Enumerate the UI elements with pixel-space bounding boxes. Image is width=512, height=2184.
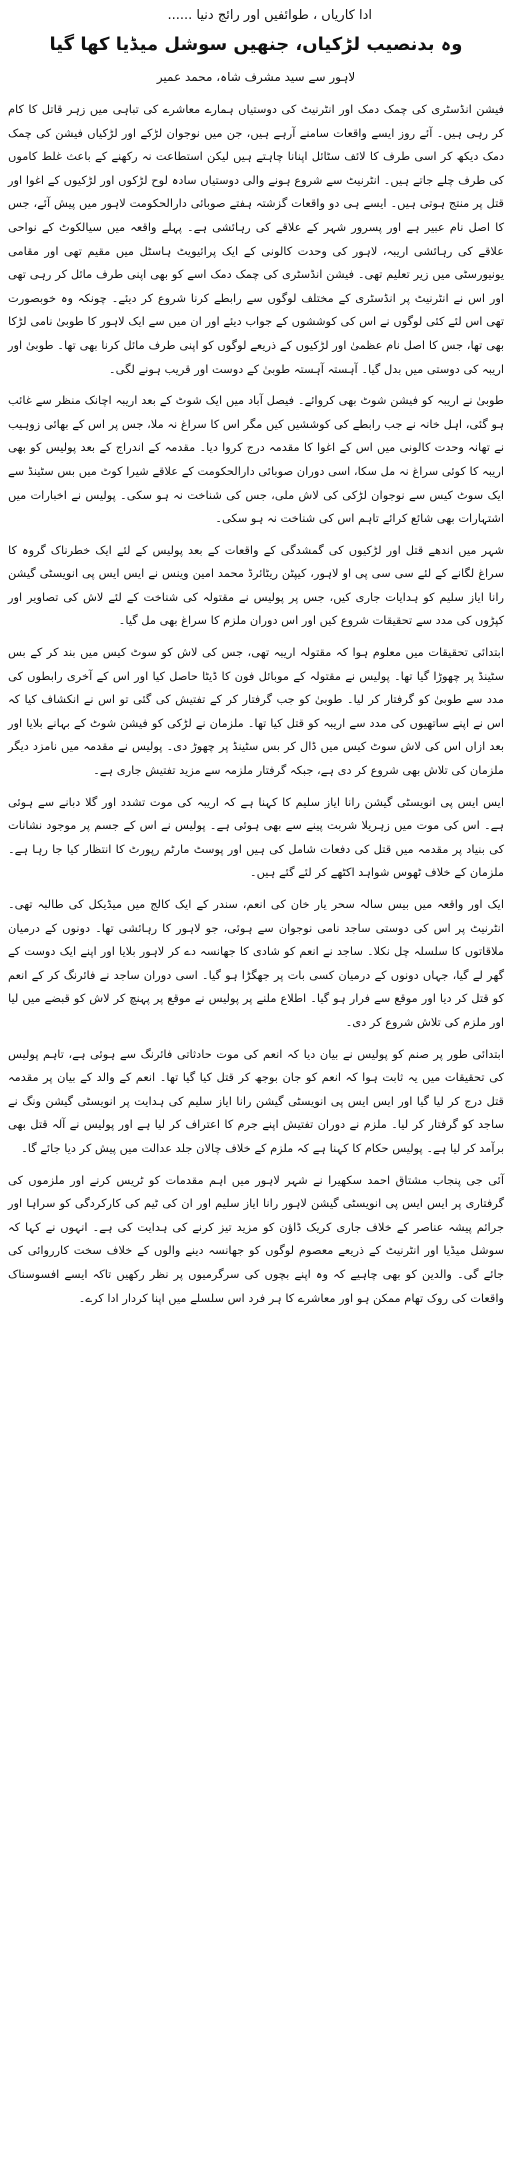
article-body <box>8 98 504 1310</box>
byline: لاہور سے سید مشرف شاہ، محمد عمیر <box>156 70 356 84</box>
article-paragraph: ایس ایس پی انویسٹی گیشن رانا ایاز سلیم کا کہنا ہے کہ اریبہ کی موت تشدد اور گلا دبانے سے ہوئی ہے۔ اس کی موت میں زہریلا شربت پینے سے بھی ہوئی ہے۔ پولیس نے اس کے جسم پر موجود نشانات کی بنیاد پر مقدمہ میں قتل کی دفعات شامل کی ہیں اور پوسٹ مارٹم رپورٹ کا انتظار کیا جا رہا ہے۔ ملزمان کے خلاف ٹھوس شواہد اکٹھے کر لئے گئے ہیں۔ <box>8 794 504 880</box>
article-paragraph: طوبیٰ نے اریبہ کو فیشن شوٹ بھی کروائے۔ فیصل آباد میں ایک شوٹ کے بعد اریبہ اچانک منظر سے غائب ہو گئی، اہل خانہ نے جب رابطے کی کوششیں کیں مگر اس کا سراغ نہ ملا، جس پر اس کے بھائی زوہیب نے تھانہ وحدت کالونی میں اس کے اغوا کا مقدمہ درج کروا دیا۔ مقدمہ کے اندراج کے بعد پولیس کو بھی اریبہ کا کوئی سراغ نہ مل سکا، اسی دوران صوبائی دارالحکومت کے علاقے شیرا کوٹ میں بس سٹینڈ سے ایک سوٹ کیس سے نوجوان لڑکی کی لاش ملی، جس کی شناخت نہ ہو سکی۔ پولیس نے اخبارات میں اشتہارات بھی شائع کرائے تاہم اس کی شناخت نہ ہو سکی۔ <box>8 393 504 526</box>
kicker-line: ادا کاریاں ، طوائفیں اور رائج دنیا ...... <box>167 8 372 23</box>
article-paragraph: شہر میں اندھے قتل اور لڑکیوں کی گمشدگی کے واقعات کے بعد پولیس کے لئے ایک خطرناک گروہ کا سراغ لگانے کے لئے سی سی پی او لاہور، کیپٹن ریٹائرڈ محمد امین وینس نے ایس ایس پی انویسٹی گیشن رانا ایاز سلیم کو ہدایات جاری کیں، جس پر پولیس نے مقتولہ کی شناخت کے لئے لاش کی تصاویر اور کپڑوں کی مدد سے تحقیقات شروع کیں اور اس دوران ملزم کا سراغ بھی مل گیا۔ <box>8 542 504 628</box>
article-paragraph: ابتدائی طور پر صنم کو پولیس نے بیان دیا کہ انعم کی موت حادثاتی فائرنگ سے ہوئی ہے، تاہم پولیس کی تحقیقات میں یہ ثابت ہوا کہ انعم کو جان بوجھ کر قتل کیا گیا تھا۔ انعم کے والد کے بیان پر مقدمہ قتل درج کر لیا گیا اور ایس ایس پی انویسٹی گیشن رانا ایاز سلیم کی ہدایت پر انویسٹی گیشن ونگ نے ساجد کو گرفتار کر لیا۔ ملزم نے دوران تفتیش اپنے جرم کا اعتراف کر لیا ہے اور پولیس نے آلہ قتل بھی برآمد کر لیا ہے۔ پولیس حکام کا کہنا ہے کہ ملزم کے خلاف چالان جلد عدالت میں پیش کر دیا جائے گا۔ <box>8 1046 504 1155</box>
article-paragraph: ابتدائی تحقیقات میں معلوم ہوا کہ مقتولہ اریبہ تھی، جس کی لاش کو سوٹ کیس میں بند کر کے بس سٹینڈ پر چھوڑا گیا تھا۔ پولیس نے مقتولہ کے موبائل فون کا ڈیٹا حاصل کیا اور اس کے آخری رابطوں کی مدد سے طوبیٰ کو گرفتار کر لیا۔ طوبیٰ کو جب گرفتار کر کے تفتیش کی گئی تو اس نے انکشاف کیا کہ اس نے اپنے ساتھیوں کی مدد سے اریبہ کو قتل کیا تھا۔ ملزمان نے لڑکی کو فیشن شوٹ کے بہانے بلایا اور بعد ازاں اس کی لاش سوٹ کیس میں ڈال کر بس سٹینڈ پر چھوڑ دی۔ پولیس نے مقدمہ میں نامزد دیگر ملزمان کی تلاش بھی شروع کر دی ہے، جبکہ گرفتار ملزمہ سے مزید تفتیش جاری ہے۔ <box>8 645 504 778</box>
article-paragraph: آئی جی پنجاب مشتاق احمد سکھیرا نے شہر لاہور میں اہم مقدمات کو ٹریس کرنے اور ملزموں کی گرفتاری پر ایس ایس پی انویسٹی گیشن لاہور رانا ایاز سلیم اور ان کی ٹیم کی کارکردگی کو سراہا اور جرائم پیشہ عناصر کے خلاف جاری کریک ڈاؤن کو مزید تیز کرنے کی ہدایت کی ہے۔ انہوں نے کہا کہ سوشل میڈیا اور انٹرنیٹ کے ذریعے معصوم لوگوں کو جھانسہ دینے والوں کے خلاف سخت کارروائی کی جائے گی۔ والدین کو بھی چاہیے کہ وہ اپنے بچوں کی سرگرمیوں پر نظر رکھیں تاکہ ایسے افسوسناک واقعات کی روک تھام ممکن ہو اور معاشرے کا ہر فرد اس سلسلے میں اپنا کردار ادا کرے۔ <box>8 1172 504 1305</box>
article-paragraph: فیشن انڈسٹری کی چمک دمک اور انٹرنیٹ کی دوستیاں ہمارے معاشرے کی تباہی میں زہر قاتل کا کام کر رہی ہیں۔ آئے روز ایسے واقعات سامنے آرہے ہیں، جن میں نوجوان لڑکے اور لڑکیاں فیشن کی چمک دمک دیکھ کر اسی طرف کا لائف سٹائل اپنانا چاہتے ہیں لیکن استطاعت نہ رکھنے کے باعث غلط کاموں کی طرف چلے جاتے ہیں۔ انٹرنیٹ سے شروع ہونے والی دوستیاں سادہ لوح لڑکوں اور لڑکیوں کے اغوا اور قتل پر منتج ہوتی ہیں۔ ایسے ہی دو واقعات گزشتہ ہفتے صوبائی دارالحکومت لاہور میں پیش آئے، جس کا اصل نام عبیر ہے اور پسرور شہر کے علاقے کی رہائشی ہے۔ پہلے واقعہ میں سیالکوٹ کے نواحی علاقے کی رہائشی اریبہ، لاہور کی وحدت کالونی کے ایک پرائیویٹ ہاسٹل میں مقیم تھی اور مقامی یونیورسٹی میں زیر تعلیم تھی۔ فیشن انڈسٹری کی چمک دمک اسے کو بھی اپنی طرف مائل کر رہی تھی اور اس نے انٹرنیٹ پر انڈسٹری کے مختلف لوگوں سے رابطے کرنا شروع کر دیئے۔ چونکہ وہ خوبصورت تھی اس لئے کئی لوگوں نے اس کی کوششوں کے جواب دیئے اور ان میں سے ایک لاہور کا طوبیٰ نامی لڑکا بھی تھا، جس کا اصل نام عظمیٰ اور لڑکیوں کے ذریعے لوگوں کو اپنی طرف مائل کرنا بھی تھا۔ طوبیٰ اور اریبہ کی دوستی میں بدل گیا۔ آہستہ آہستہ طوبیٰ کے دوست اور قریب ہونے لگی۔ <box>8 102 504 376</box>
article-header <box>8 4 504 88</box>
article-paragraph: ایک اور واقعہ میں بیس سالہ سحر یار خان کی انعم، سندر کے ایک کالج میں میڈیکل کی طالبہ تھی۔ انٹرنیٹ پر اس کی دوستی ساجد نامی نوجوان سے ہوئی، جو لاہور کا رہائشی تھا۔ دونوں کے درمیان ملاقاتوں کا سلسلہ چل نکلا۔ ساجد نے انعم کو شادی کا جھانسہ دے کر لاہور بلایا اور اپنے ایک دوست کے گھر لے گیا، جہاں دونوں کے درمیان کسی بات پر جھگڑا ہو گیا۔ اسی دوران ساجد نے فائرنگ کر کے انعم کو قتل کر دیا اور موقع سے فرار ہو گیا۔ اطلاع ملنے پر پولیس نے موقع پر پہنچ کر لاش کو قبضے میں لیا اور ملزم کی تلاش شروع کر دی۔ <box>8 897 504 1029</box>
main-headline: وہ بدنصیب لڑکیاں، جنھیں سوشل میڈیا کھا گیا <box>49 34 463 55</box>
